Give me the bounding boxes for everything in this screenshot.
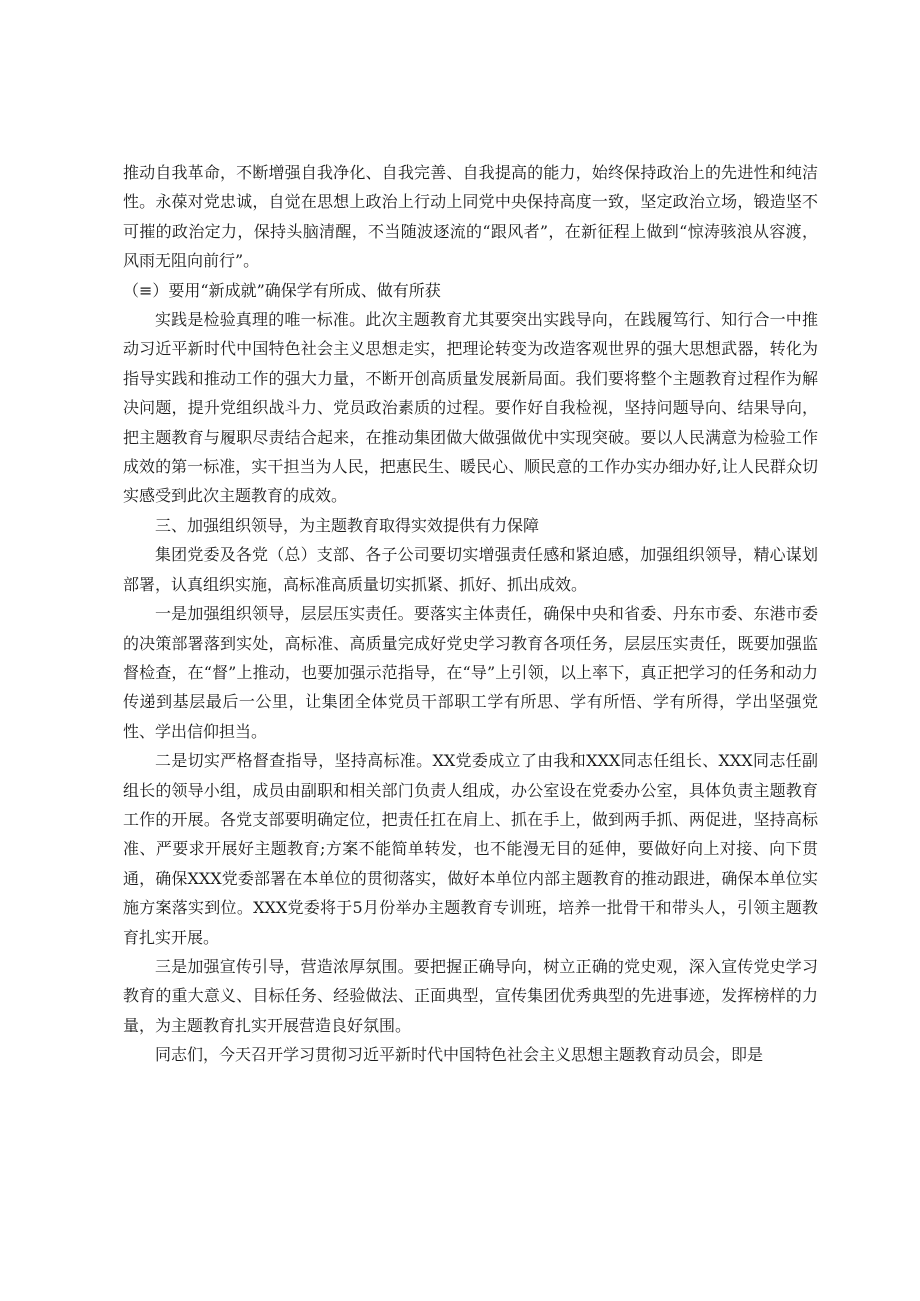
section-heading-organization: 三、加强组织领导，为主题教育取得实效提供有力保障 (155, 515, 540, 535)
paragraph-practice: 实践是检验真理的唯一标准。此次主题教育尤其要突出实践导向，在践履笃行、知行合一中推动习近平新时代中国特色社会主义思想走实，把理论转变为改造客观世界的强大思想武器，转化为指导实践和推动工作的强大力量，不断开创高质量发展新局面。我们要将整个主题教育过程作为解决问题，提升党组织战斗力、党员政治素质的过程。要作好自我检视，坚持问题导向、结果导向，把主题教育与履职尽责结合起来，在推动集团做大做强做优中实现突破。要以人民满意为检验工作成效的第一标准，实干担当为人民，把惠民生、暖民心、顺民意的工作办实办细办好,让人民群众切实感受到此次主题教育的成效。 (123, 310, 818, 506)
paragraph-party-committee: 集团党委及各党（总）支部、各子公司要切实增强责任感和紧迫感，加强组织领导，精心谋划部署，认真组织实施，高标准高质量切实抓紧、抓好、抓出成效。 (123, 545, 818, 594)
subheading-new-achievements: （≡）要用“新成就”确保学有所成、做有所获 (123, 280, 441, 300)
document-body (123, 158, 818, 1070)
paragraph-point-one: 一是加强组织领导，层层压实责任。要落实主体责任，确保中央和省委、丹东市委、东港市委的决策部署落到实处，高标准、高质量完成好党史学习教育各项任务，层层压实责任，既要加强监督检查，在“督”上推动，也要加强示范指导，在“导”上引领，以上率下，真正把学习的任务和动力传递到基层最后一公里，让集团全体党员干部职工学有所思、学有所悟、学有所得，学出坚强党性、学出信仰担当。 (123, 604, 818, 741)
paragraph-continuation: 推动自我革命，不断增强自我净化、自我完善、自我提高的能力，始终保持政治上的先进性和纯洁性。永葆对党忠诚，自觉在思想上政治上行动上同党中央保持高度一致，坚定政治立场，锻造坚不可摧的政治定力，保持头脑清醒，不当随波逐流的“跟风者”，在新征程上做到“惊涛骇浪从容渡，风雨无阻向前行”。 (123, 163, 818, 271)
paragraph-point-three: 三是加强宣传引导，营造浓厚氛围。要把握正确导向，树立正确的党史观，深入宣传党史学习教育的重大意义、目标任务、经验做法、正面典型，宣传集团优秀典型的先进事迹，发挥榜样的力量，为主题教育扎实开展营造良好氛围。 (123, 956, 818, 1035)
paragraph-point-two: 二是切实严格督查指导，坚持高标准。XX党委成立了由我和XXX同志任组长、XXX同志任副组长的领导小组，成员由副职和相关部门负责人组成，办公室设在党委办公室，具体负责主题教育工作的开展。各党支部要明确定位，把责任扛在肩上、抓在手上，做到两手抓、两促进，坚持高标准、严要求开展好主题教育;方案不能简单转发，也不能漫无目的延伸，要做好向上对接、向下贯通，确保XXX党委部署在本单位的贯彻落实，做好本单位内部主题教育的推动跟进，确保本单位实施方案落实到位。XXX党委将于5月份举办主题教育专训班，培养一批骨干和带头人，引领主题教育扎实开展。 (123, 751, 818, 947)
paragraph-closing: 同志们，今天召开学习贯彻习近平新时代中国特色社会主义思想主题教育动员会，即是 (155, 1045, 764, 1065)
